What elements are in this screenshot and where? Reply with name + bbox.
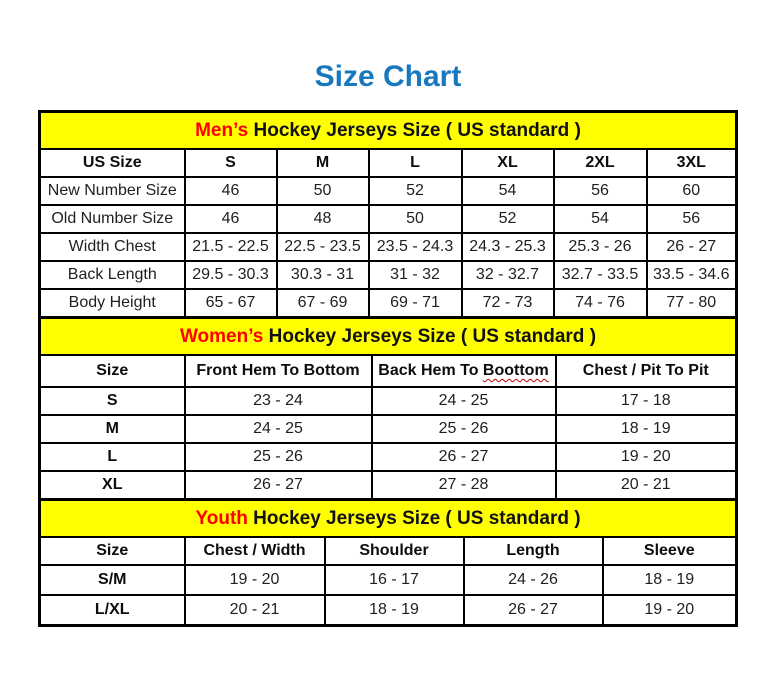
womens-title-text: Hockey Jerseys Size ( US standard ) [263, 325, 597, 347]
mens-size-table [38, 110, 738, 319]
row-label: Old Number Size [40, 205, 185, 233]
row-label: L/XL [40, 595, 185, 626]
data-cell: 67 - 69 [277, 289, 369, 318]
data-cell: 24 - 25 [372, 387, 556, 415]
data-cell: 54 [554, 205, 647, 233]
youth-col-shoulder: Shoulder [325, 537, 464, 565]
row-label: Width Chest [40, 233, 185, 261]
data-cell: 46 [185, 205, 277, 233]
data-cell: 69 - 71 [369, 289, 462, 318]
data-cell: 18 - 19 [325, 595, 464, 626]
data-cell: 65 - 67 [185, 289, 277, 318]
womens-section-header [40, 318, 737, 356]
row-label: Back Length [40, 261, 185, 289]
womens-size-table [38, 316, 738, 501]
data-cell: 48 [277, 205, 369, 233]
data-cell: 26 - 27 [372, 443, 556, 471]
mens-title-text: Hockey Jerseys Size ( US standard ) [248, 119, 581, 141]
data-cell: 24 - 25 [185, 415, 372, 443]
data-cell: 50 [277, 177, 369, 205]
table-row [40, 387, 737, 415]
womens-col-size: Size [40, 355, 185, 387]
data-cell: 16 - 17 [325, 565, 464, 595]
youth-col-length: Length [464, 537, 603, 565]
data-cell: 32.7 - 33.5 [554, 261, 647, 289]
mens-column-header-row [40, 149, 737, 177]
data-cell: 77 - 80 [647, 289, 737, 318]
data-cell: 74 - 76 [554, 289, 647, 318]
youth-col-size: Size [40, 537, 185, 565]
mens-section-title [40, 112, 737, 150]
data-cell: 27 - 28 [372, 471, 556, 500]
row-label: M [40, 415, 185, 443]
table-row [40, 471, 737, 500]
data-cell: 19 - 20 [603, 595, 737, 626]
womens-section-title [40, 318, 737, 356]
table-row [40, 233, 737, 261]
page-title: Size Chart [314, 60, 462, 93]
data-cell: 24.3 - 25.3 [462, 233, 554, 261]
youth-col-chest-width: Chest / Width [185, 537, 325, 565]
data-cell: 33.5 - 34.6 [647, 261, 737, 289]
data-cell: 56 [554, 177, 647, 205]
data-cell: 18 - 19 [603, 565, 737, 595]
mens-col-2xl: 2XL [554, 149, 647, 177]
womens-col-back-hem-prefix: Back Hem To [378, 362, 483, 379]
mens-col-us-size: US Size [40, 149, 185, 177]
youth-size-table [38, 498, 738, 627]
mens-col-xl: XL [462, 149, 554, 177]
womens-col-back-hem [372, 355, 556, 387]
data-cell: 29.5 - 30.3 [185, 261, 277, 289]
womens-col-chest: Chest / Pit To Pit [556, 355, 737, 387]
row-label: XL [40, 471, 185, 500]
womens-col-back-hem-typo: Boottom [482, 362, 549, 379]
table-row [40, 289, 737, 318]
data-cell: 26 - 27 [185, 471, 372, 500]
mens-section-header [40, 112, 737, 150]
row-label: Body Height [40, 289, 185, 318]
row-label: New Number Size [40, 177, 185, 205]
data-cell: 24 - 26 [464, 565, 603, 595]
data-cell: 17 - 18 [556, 387, 737, 415]
row-label: S [40, 387, 185, 415]
data-cell: 56 [647, 205, 737, 233]
data-cell: 25 - 26 [372, 415, 556, 443]
data-cell: 20 - 21 [185, 595, 325, 626]
youth-section-title [40, 500, 737, 538]
data-cell: 46 [185, 177, 277, 205]
data-cell: 32 - 32.7 [462, 261, 554, 289]
data-cell: 54 [462, 177, 554, 205]
table-row [40, 415, 737, 443]
data-cell: 25 - 26 [185, 443, 372, 471]
data-cell: 23.5 - 24.3 [369, 233, 462, 261]
womens-col-front-hem: Front Hem To Bottom [185, 355, 372, 387]
mens-title-accent: Men’s [195, 119, 249, 141]
table-row [40, 595, 737, 626]
data-cell: 22.5 - 23.5 [277, 233, 369, 261]
row-label: L [40, 443, 185, 471]
data-cell: 19 - 20 [556, 443, 737, 471]
data-cell: 60 [647, 177, 737, 205]
youth-title-text: Hockey Jerseys Size ( US standard ) [247, 507, 581, 529]
mens-col-3xl: 3XL [647, 149, 737, 177]
table-row [40, 177, 737, 205]
womens-column-header-row [40, 355, 737, 387]
mens-col-s: S [185, 149, 277, 177]
data-cell: 31 - 32 [369, 261, 462, 289]
data-cell: 52 [369, 177, 462, 205]
data-cell: 50 [369, 205, 462, 233]
table-row [40, 261, 737, 289]
data-cell: 21.5 - 22.5 [185, 233, 277, 261]
data-cell: 72 - 73 [462, 289, 554, 318]
womens-title-accent: Women’s [179, 325, 264, 347]
data-cell: 30.3 - 31 [277, 261, 369, 289]
youth-section-header [40, 500, 737, 538]
data-cell: 52 [462, 205, 554, 233]
data-cell: 25.3 - 26 [554, 233, 647, 261]
table-row [40, 205, 737, 233]
mens-col-m: M [277, 149, 369, 177]
data-cell: 20 - 21 [556, 471, 737, 500]
table-row [40, 565, 737, 595]
youth-title-accent: Youth [195, 507, 248, 529]
data-cell: 19 - 20 [185, 565, 325, 595]
table-row [40, 443, 737, 471]
data-cell: 23 - 24 [185, 387, 372, 415]
data-cell: 18 - 19 [556, 415, 737, 443]
size-chart [38, 110, 735, 627]
row-label: S/M [40, 565, 185, 595]
mens-col-l: L [369, 149, 462, 177]
data-cell: 26 - 27 [464, 595, 603, 626]
data-cell: 26 - 27 [647, 233, 737, 261]
youth-col-sleeve: Sleeve [603, 537, 737, 565]
youth-column-header-row [40, 537, 737, 565]
